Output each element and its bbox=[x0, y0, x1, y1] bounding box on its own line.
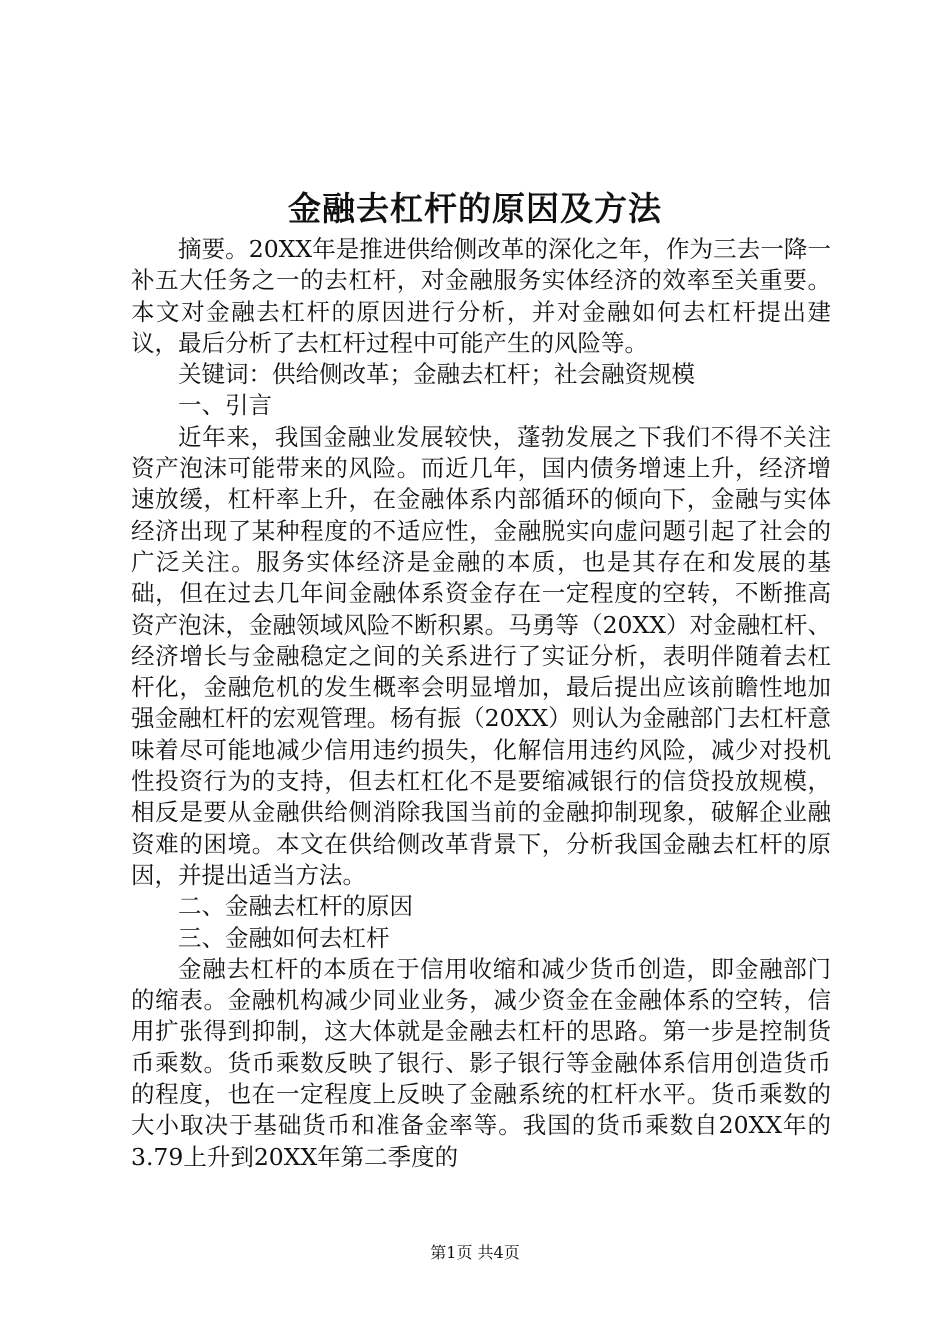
section-heading-introduction: 一、引言 bbox=[178, 391, 272, 420]
keywords-paragraph: 关键词：供给侧改革；金融去杠杆；社会融资规模 bbox=[178, 360, 695, 389]
section-heading-reasons: 二、金融去杠杆的原因 bbox=[178, 892, 413, 921]
abstract-paragraph: 摘要。20XX年是推进供给侧改革的深化之年，作为三去一降一补五大任务之一的去杠杆，对金融服务实体经济的效率至关重要。本文对金融去杠杆的原因进行分析，并对金融如何去杠杆提出建议，最后分析了去杠杆过程中可能产生的风险等。 bbox=[131, 235, 831, 357]
section-heading-methods: 三、金融如何去杠杆 bbox=[178, 923, 390, 952]
document-body bbox=[131, 234, 831, 1173]
document-title: 金融去杠杆的原因及方法 bbox=[288, 189, 662, 228]
page-footer: 第1页 共4页 bbox=[430, 1243, 520, 1262]
methods-paragraph: 金融去杠杆的本质在于信用收缩和减少货币创造，即金融部门的缩表。金融机构减少同业业务，减少资金在金融体系的空转，信用扩张得到抑制，这大体就是金融去杠杆的思路。第一步是控制货币乘数。货币乘数反映了银行、影子银行等金融体系信用创造货币的程度，也在一定程度上反映了金融系统的杠杆水平。货币乘数的大小取决于基础货币和准备金率等。我国的货币乘数自20XX年的3.79上升到20XX年第二季度的 bbox=[131, 954, 831, 1171]
introduction-paragraph: 近年来，我国金融业发展较快，蓬勃发展之下我们不得不关注资产泡沫可能带来的风险。而近几年，国内债务增速上升，经济增速放缓，杠杆率上升，在金融体系内部循环的倾向下，金融与实体经济出现了某种程度的不适应性，金融脱实向虚问题引起了社会的广泛关注。服务实体经济是金融的本质，也是其存在和发展的基础，但在过去几年间金融体系资金存在一定程度的空转，不断推高资产泡沫，金融领域风险不断积累。马勇等（20XX）对金融杠杆、经济增长与金融稳定之间的关系进行了实证分析，表明伴随着去杠杆化，金融危机的发生概率会明显增加，最后提出应该前瞻性地加强金融杠杆的宏观管理。杨有振（20XX）则认为金融部门去杠杆意味着尽可能地减少信用违约损失，化解信用违约风险，减少对投机性投资行为的支持，但去杠杠化不是要缩减银行的信贷投放规模，相反是要从金融供给侧消除我国当前的金融抑制现象，破解企业融资难的困境。本文在供给侧改革背景下，分析我国金融去杠杆的原因，并提出适当方法。 bbox=[131, 422, 831, 889]
